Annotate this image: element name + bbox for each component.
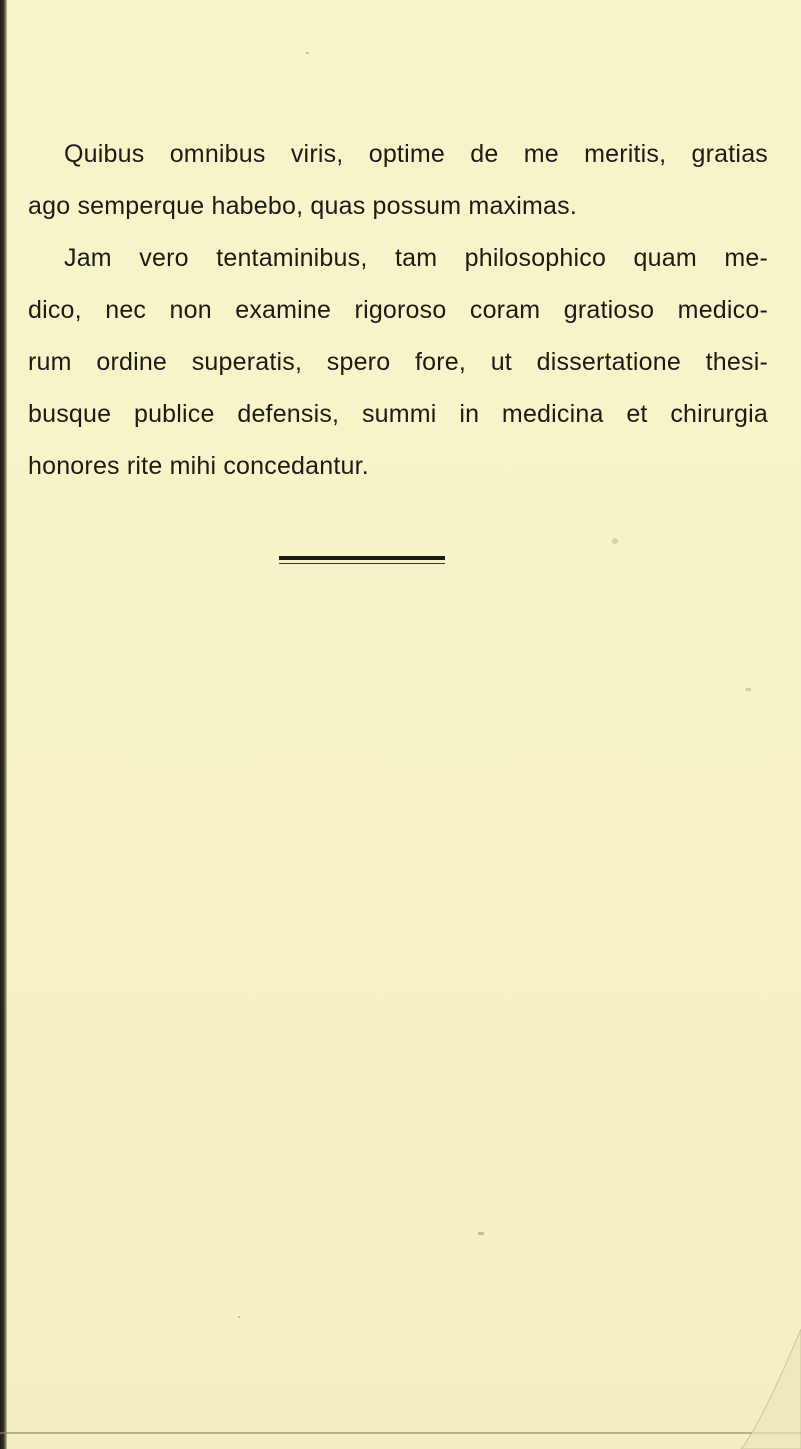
rule-thin-line (279, 563, 445, 564)
page-bottom-edge (0, 1432, 801, 1434)
text-line-7: honores rite mihi concedantur. (28, 452, 369, 480)
text-line-6: busque publice defensis, summi in medicina et chirurgia (28, 400, 768, 428)
text-line-1: Quibus omnibus viris, optime de me meritis, gratias (64, 140, 768, 168)
body-paragraph (28, 128, 768, 492)
rule-thick-line (279, 556, 445, 560)
text-line-4: dico, nec non examine rigoroso coram gratioso medico- (28, 296, 768, 324)
section-end-rule (279, 556, 445, 566)
page-corner-fold (721, 1329, 801, 1449)
binding-edge (0, 0, 7, 1449)
text-line-3: Jam vero tentaminibus, tam philosophico quam me- (64, 244, 768, 272)
text-line-5: rum ordine superatis, spero fore, ut dissertatione thesi- (28, 348, 768, 376)
text-line-2: ago semperque habebo, quas possum maximas. (28, 192, 577, 220)
